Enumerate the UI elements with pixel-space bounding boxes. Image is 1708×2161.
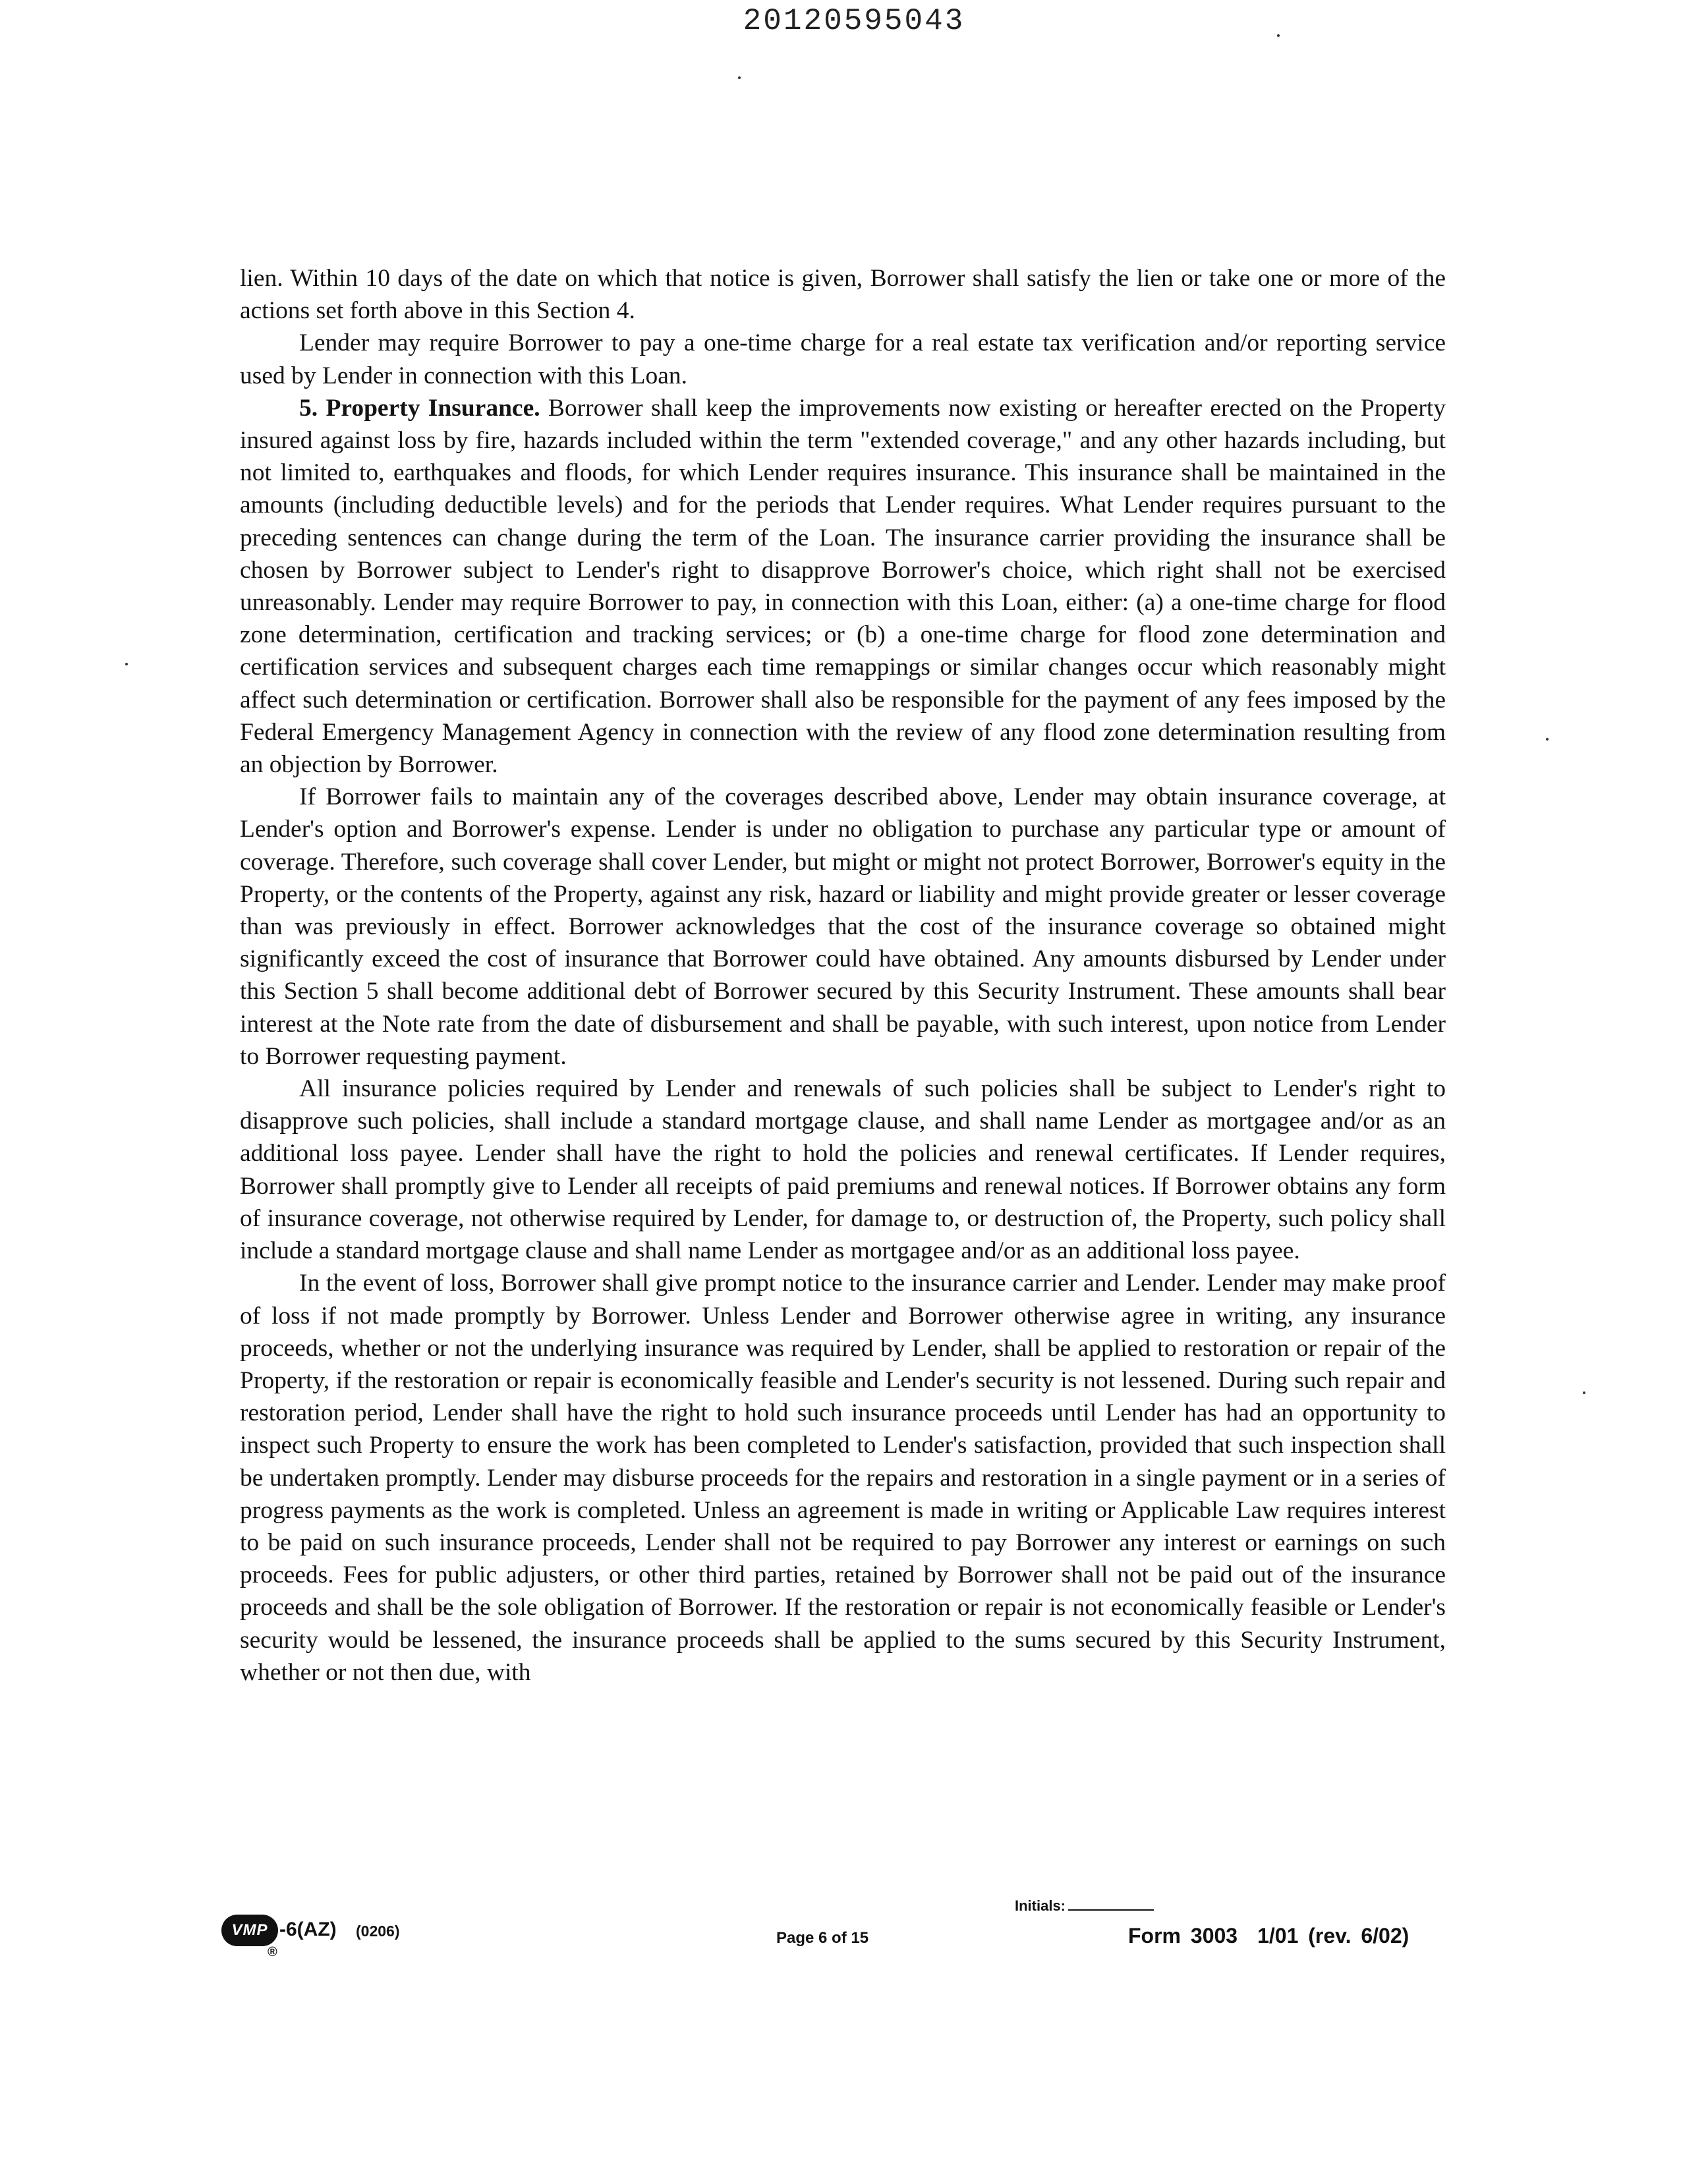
scan-speck bbox=[125, 663, 128, 665]
initials-field bbox=[1015, 1897, 1154, 1915]
initials-line bbox=[1068, 1909, 1154, 1911]
vmp-logo: VMP bbox=[221, 1915, 278, 1946]
section-heading-property-insurance: 5. Property Insurance. bbox=[299, 394, 540, 422]
form-code-date: (0206) bbox=[356, 1922, 400, 1940]
document-number: 20120595043 bbox=[743, 4, 965, 38]
paragraph-failure-to-maintain bbox=[240, 781, 1446, 1073]
paragraph-text: All insurance policies required by Lender and renewals of such policies shall be subject to Lender's right to disapprove such policies, shall include a standard mortgage clause, and shall name Lender as mortgagee and/or as an additional loss payee. Lender shall have the right to hold the policies and renewal certificates. If Lender requires, Borrower shall promptly give to Lender all receipts of paid premiums and renewal notices. If Borrower obtains any form of insurance coverage, not otherwise required by Lender, for damage to, or destruction of, the Property, such policy shall include a standard mortgage clause and shall name Lender as mortgagee and/or as an additional loss payee. bbox=[240, 1075, 1446, 1265]
paragraph-text: In the event of loss, Borrower shall give prompt notice to the insurance carrier and Lender. Lender may make proof of loss if not made promptly by Borrower. Unless Lender and Borrower otherwise agree in writing, any insurance proceeds, whether or not the underlying insurance was required by Lender, shall be applied to restoration or repair of the Property, if the restoration or repair is economically feasible and Lender's security is not lessened. During such repair and restoration period, Lender shall have the right to hold such insurance proceeds until Lender has had an opportunity to inspect such Property to ensure the work has been completed to Lender's satisfaction, provided that such inspection shall be undertaken promptly. Lender may disburse proceeds for the repairs and restoration in a single payment or in a series of progress payments as the work is completed. Unless an agreement is made in writing or Applicable Law requires interest to be paid on such insurance proceeds, Lender shall not be required to pay Borrower any interest or earnings on such proceeds. Fees for public adjusters, or other third parties, retained by Borrower shall not be paid out of the insurance proceeds and shall be the sole obligation of Borrower. If the restoration or repair is not economically feasible or Lender's security would be lessened, the insurance proceeds shall be applied to the sums secured by this Security Instrument, whether or not then due, with bbox=[240, 1270, 1446, 1686]
form-revision: 1/01 (rev. 6/02) bbox=[1257, 1924, 1409, 1948]
paragraph-text: If Borrower fails to maintain any of the coverages described above, Lender may obtain insurance coverage, at Lender's option and Borrower's expense. Lender is under no obligation to purchase any particular type or amount of coverage. Therefore, such coverage shall cover Lender, but might or might not protect Borrower, Borrower's equity in the Property, or the contents of the Property, against any risk, hazard or liability and might provide greater or lesser coverage than was previously in effect. Borrower acknowledges that the cost of the insurance coverage so obtained might significantly exceed the cost of insurance that Borrower could have obtained. Any amounts disbursed by Lender under this Section 5 shall become additional debt of Borrower secured by this Security Instrument. These amounts shall bear interest at the Note rate from the date of disbursement and shall be payable, with such interest, upon notice from Lender to Borrower requesting payment. bbox=[240, 783, 1446, 1070]
form-code: -6(AZ) bbox=[279, 1919, 337, 1940]
document-body bbox=[240, 262, 1446, 1689]
page-number: Page 6 of 15 bbox=[776, 1929, 869, 1947]
scan-speck bbox=[1277, 34, 1280, 37]
paragraph-event-of-loss bbox=[240, 1267, 1446, 1689]
paragraph-lien-continuation bbox=[240, 262, 1446, 327]
paragraph-text: lien. Within 10 days of the date on which that notice is given, Borrower shall satisfy the lien or take one or more of the actions set forth above in this Section 4. bbox=[240, 265, 1446, 325]
paragraph-text: Lender may require Borrower to pay a one-time charge for a real estate tax verification and/or reporting service used by Lender in connection with this Loan. bbox=[240, 329, 1446, 389]
form-number: Form 3003 bbox=[1128, 1924, 1238, 1948]
scan-speck bbox=[1546, 738, 1549, 741]
scan-speck bbox=[738, 76, 741, 79]
paragraph-tax-verification bbox=[240, 327, 1446, 391]
form-logo bbox=[221, 1915, 419, 1959]
page-footer bbox=[0, 1897, 1708, 1977]
paragraph-insurance-policies bbox=[240, 1073, 1446, 1267]
form-identifier bbox=[1128, 1924, 1409, 1948]
paragraph-text: Borrower shall keep the improvements now existing or hereafter erected on the Property insured against loss by fire, hazards included within the term "extended coverage," and any other hazards including, but not limited to, earthquakes and floods, for which Lender requires insurance. This insurance shall be maintained in the amounts (including deductible levels) and for the periods that Lender requires. What Lender requires pursuant to the preceding sentences can change during the term of the Loan. The insurance carrier providing the insurance shall be chosen by Borrower subject to Lender's right to disapprove Borrower's choice, which right shall not be exercised unreasonably. Lender may require Borrower to pay, in connection with this Loan, either: (a) a one-time charge for flood zone determination, certification and tracking services; or (b) a one-time charge for flood zone determination and certification services and subsequent charges each time remappings or similar changes occur which reasonably might affect such determination or certification. Borrower shall also be responsible for the payment of any fees imposed by the Federal Emergency Management Agency in connection with the review of any flood zone determination resulting from an objection by Borrower. bbox=[240, 394, 1446, 779]
paragraph-property-insurance bbox=[240, 392, 1446, 781]
initials-label: Initials: bbox=[1015, 1897, 1066, 1914]
scan-speck bbox=[1583, 1391, 1585, 1394]
registered-mark: ® bbox=[268, 1945, 277, 1959]
